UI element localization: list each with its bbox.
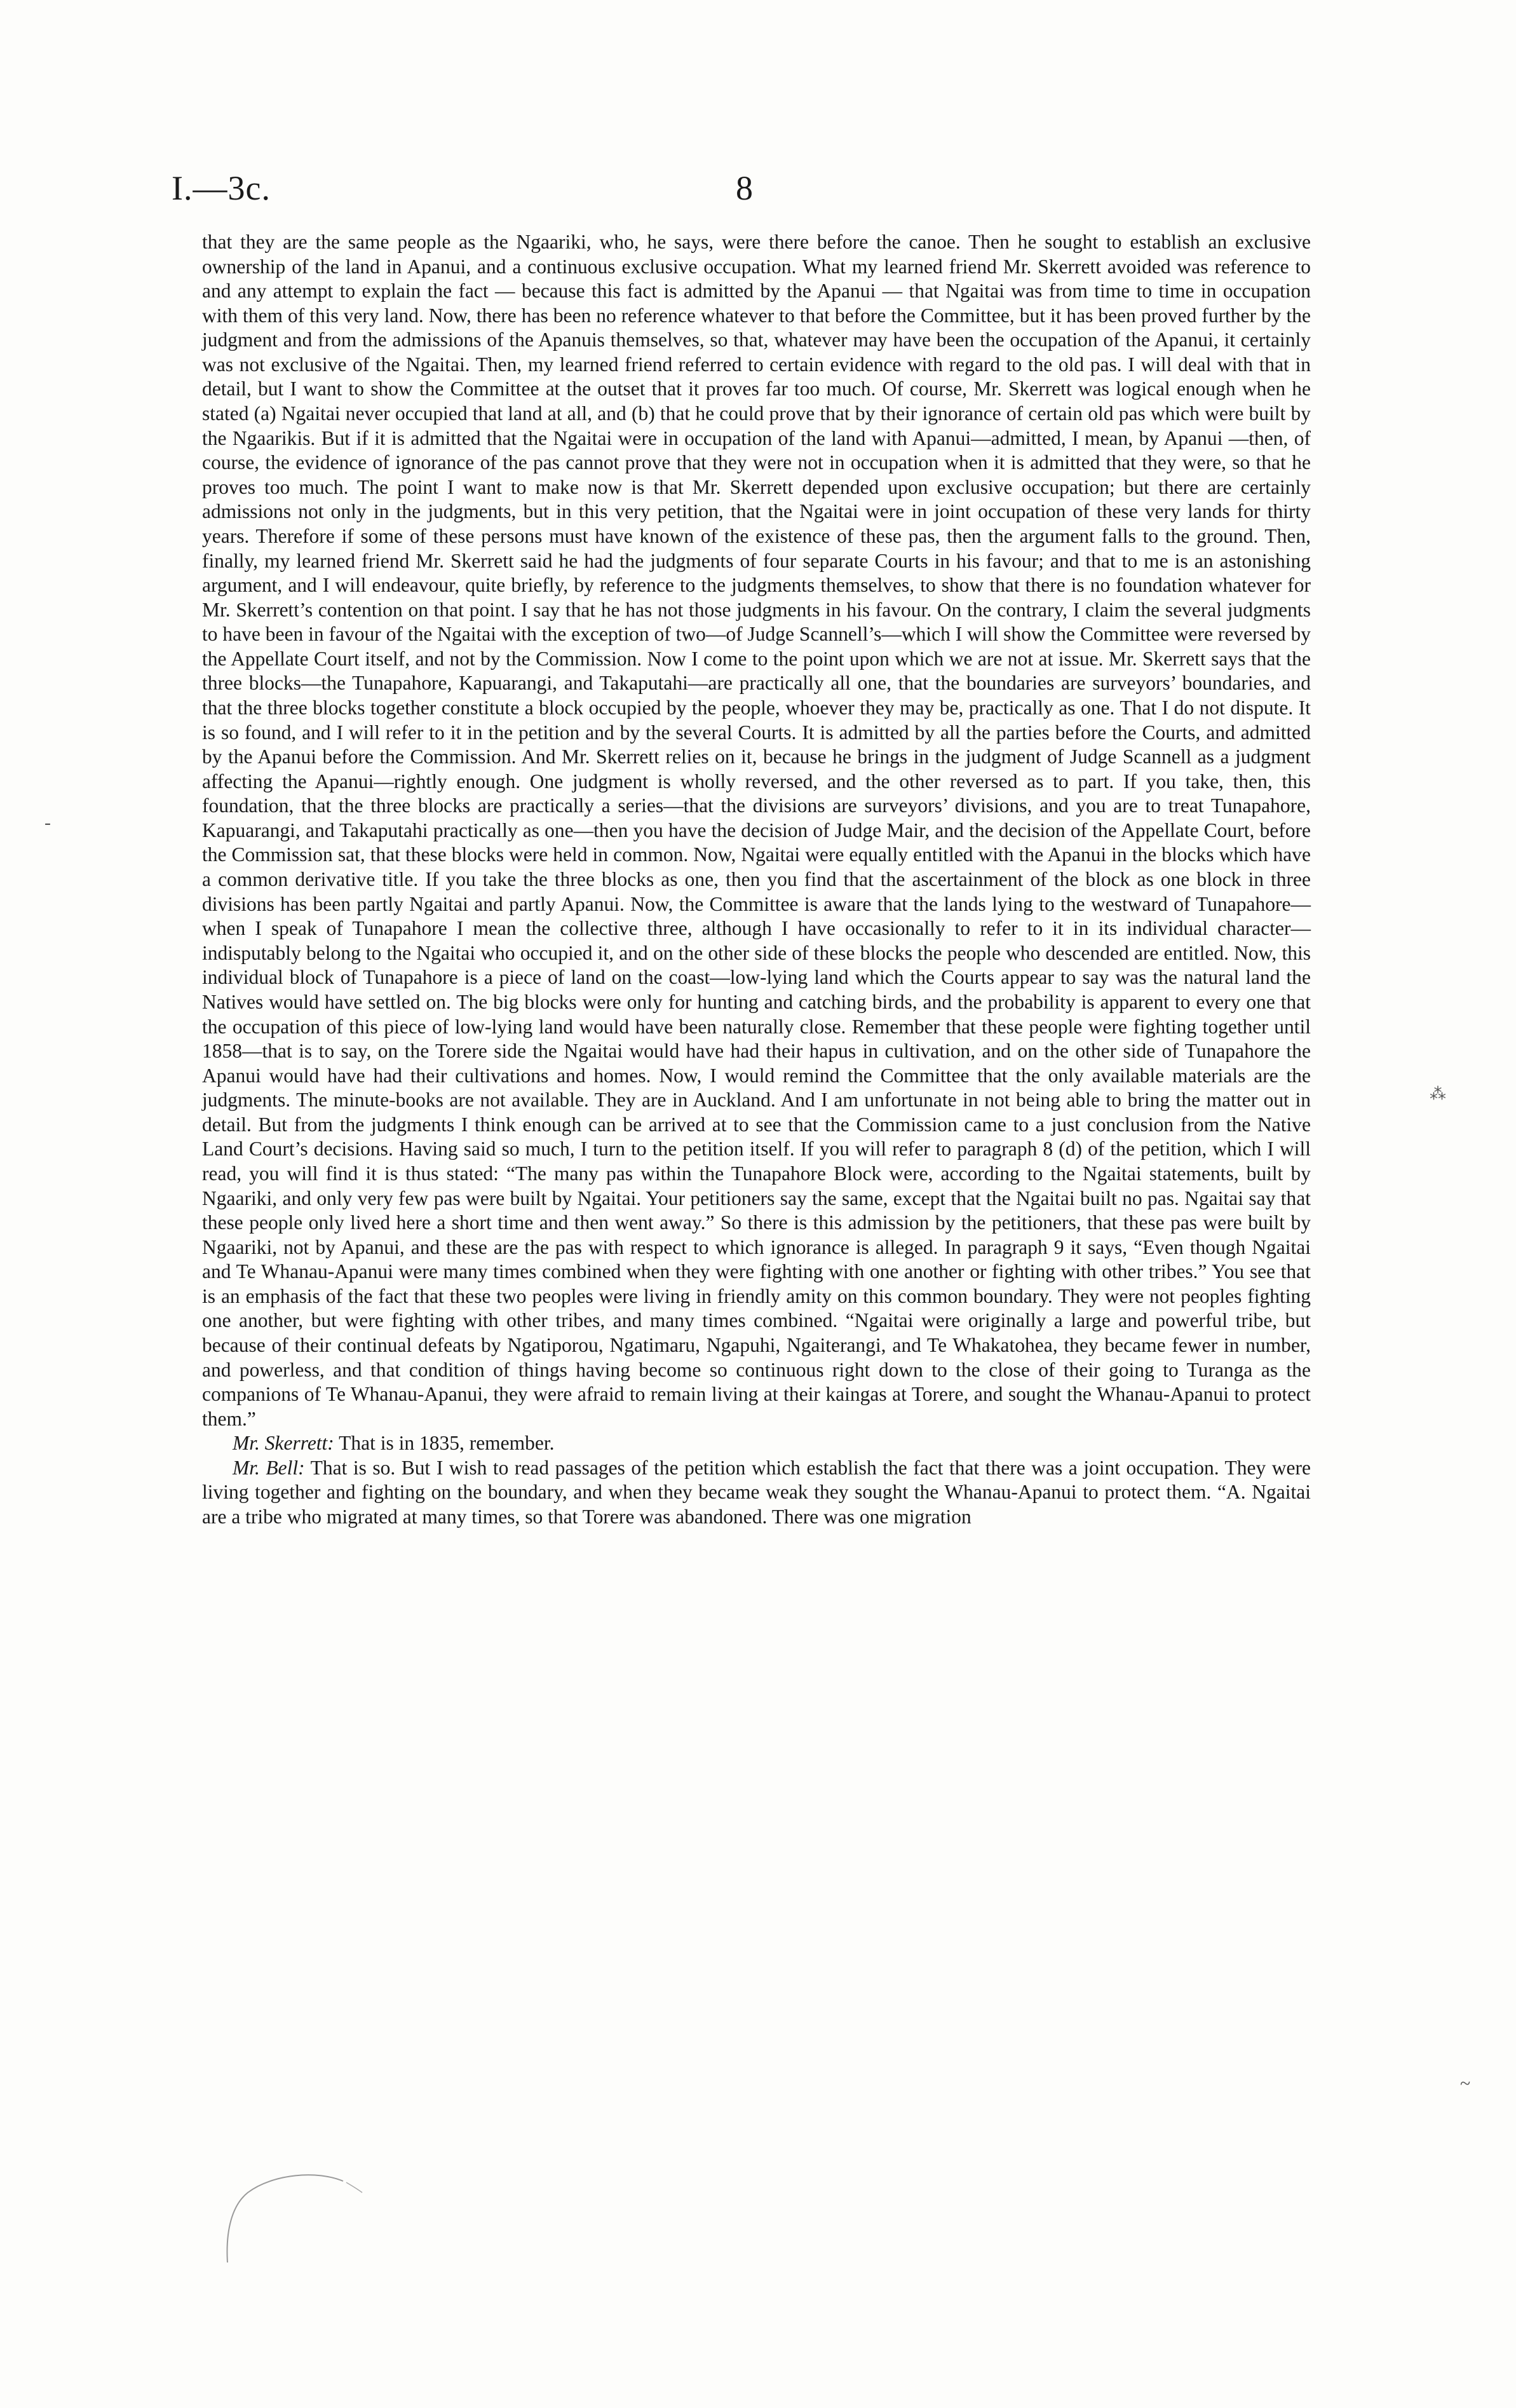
paragraph-main-text: that they are the same people as the Ngaariki, who, he says, were there before the canoe. Then he sought to establish an exclusive ownership of the land in Apanui, and a continuous exclusive occupation. What my learned friend Mr. Skerrett avoided was reference to and any attempt to explain the fact — because this fact is admitted by the Apanui — that Ngaitai was from time to time in occupation with them of this very land. Now, there has been no reference whatever to that before the Committee, but it has been proved further by the judgment and from the admissions of the Apanuis themselves, so that, whatever may have been the occupation of the Apanui, it certainly was not exclusive of the Ngaitai. Then, my learned friend referred to certain evidence with regard to the old pas. I will deal with that in detail, but I want to show the Committee at the outset that it proves far too much. Of course, Mr. Skerrett was logical enough when he stated (a) Ngaitai never occupied that land at all, and (b) that he could prove that by their ignorance of certain old pas which were built by the Ngaarikis. But if it is admitted that the Ngaitai were in occupation of the land with Apanui—admitted, I mean, by Apanui —then, of course, the evidence of ignorance of the pas cannot prove that they were not in occupation when it is admitted that they were, so that he proves too much. The point I want to make now is that Mr. Skerrett depended upon exclusive occupation; but there are certainly admissions not only in the judgments, but in this very petition, that the Ngaitai were in joint occupation of these very lands for thirty years. Therefore if some of these persons must have known of the existence of these pas, then the argument falls to the ground. Then, finally, my learned friend Mr. Skerrett said he had the judgments of four separate Courts in his favour; and that to me is an astonishing argument, and I will endeavour, quite briefly, by reference to the judgments themselves, to show that there is no foundation whatever for Mr. Skerrett’s contention on that point. I say that he has not those judgments in his favour. On the contrary, I claim the several judgments to have been in favour of the Ngaitai with the exception of two—of Judge Scannell’s—which I will show the Committee were reversed by the Appellate Court itself, and not by the Commission. Now I come to the point upon which we are not at issue. Mr. Skerrett says that the three blocks—the Tunapahore, Kapuarangi, and Takaputahi—are practically all one, that the boundaries are surveyors’ boundaries, and that the three blocks together constitute a block occupied by the people, whoever they may be, practically as one. That I do not dispute. It is so found, and I will refer to it in the petition and by the several Courts. It is admitted by all the parties before the Courts, and admitted by the Apanui before the Commission. And Mr. Skerrett relies on it, because he brings in the judgment of Judge Scannell as a judgment affecting the Apanui—rightly enough. One judgment is wholly reversed, and the other reversed as to part. If you take, then, this foundation, that the three blocks are practically a series—that the divisions are surveyors’ divisions, and you are to treat Tunapahore, Kapuarangi, and Takaputahi practically as one—then you have the decision of Judge Mair, and the decision of the Appellate Court, before the Commission sat, that these blocks were held in common. Now, Ngaitai were equally entitled with the Apanui in the blocks which have a common derivative title. If you take the three blocks as one, then you find that the ascertainment of the block as one block in three divisions has been partly Ngaitai and partly Apanui. Now, the Committee is aware that the lands lying to the westward of Tunapahore—when I speak of Tunapahore I mean the collective three, although I have occasionally to refer to it in its individual character—indisputably belong to the Ngaitai who occupied it, and on the other side of these blocks the people who descended are entitled. Now, this individual block of Tunapahore is a piece of land on the coast—low-lying land which the Courts appear to say was the natural land the Natives would have settled on. The big blocks were only for hunting and catching birds, and the probability is apparent to every one that the occupation of this piece of low-lying land would have been naturally close. Remember that these people were fighting together until 1858—that is to say, on the Torere side the Ngaitai would have had their hapus in cultivation, and on the other side of Tunapahore the Apanui would have had their cultivations and homes. Now, I would remind the Committee that the only available materials are the judgments. The minute-books are not available. They are in Auckland. And I am unfortunate in not being able to bring the matter out in detail. But from the judgments I think enough can be arrived at to see that the Commission came to a just conclusion from the Native Land Court’s decisions. Having said so much, I turn to the petition itself. If you will refer to paragraph 8 (d) of the petition, which I will read, you will find it is thus stated: “The many pas within the Tunapahore Block were, according to the Ngaitai statements, built by Ngaariki, and only very few pas were built by Ngaitai. Your petitioners say the same, except that the Ngaitai built no pas. Ngaitai say that these people only lived here a short time and then went away.” So there is this admission by the petitioners, that these pas were built by Ngaariki, not by Apanui, and these are the pas with respect to which ignorance is alleged. In paragraph 9 it says, “Even though Ngaitai and Te Whanau-Apanui were many times combined when they were fighting with one another or fighting with other tribes.” You see that is an emphasis of the fact that these two peoples were living in friendly amity on this common boundary. They were not peoples fighting one another, but were fighting with other tribes, and many times combined. “Ngaitai were originally a large and powerful tribe, but because of their continual defeats by Ngatiporou, Ngatimaru, Ngapuhi, Ngaiterangi, and Te Whakatohea, they became fewer in number, and powerless, and that condition of things having become so continuous right down to the close of their going to Turanga as the companions of Te Whanau-Apanui, they were afraid to remain living at their kaingas at Torere, and sought the Whanau-Apanui to protect them.”	[202, 231, 1311, 1430]
speaker-bell: Mr. Bell:	[233, 1456, 305, 1479]
margin-mark-left: -	[44, 812, 51, 833]
page-number: 8	[736, 169, 753, 207]
paragraph-bell	[202, 1456, 1311, 1530]
body-text	[202, 230, 1311, 1530]
pencil-scribble	[216, 2167, 369, 2275]
paragraph-skerrett	[202, 1431, 1311, 1456]
paragraph-skerrett-text: That is in 1835, remember.	[334, 1432, 555, 1455]
margin-mark-right-lower: ~	[1460, 2073, 1471, 2094]
document-reference: I.—3c.	[172, 169, 271, 207]
speaker-skerrett: Mr. Skerrett:	[233, 1432, 334, 1455]
margin-mark-right: ⁂	[1430, 1085, 1446, 1103]
paragraph-bell-text: That is so. But I wish to read passages of the petition which establish the fact that there was a joint occupation. They were living together and fighting on the boundary, and when they became weak they sought the Whanau-Apanui to protect them. “A. Ngaitai are a tribe who migrated at many times, so that Torere was abandoned. There was one migration	[202, 1456, 1311, 1528]
paragraph-main	[202, 230, 1311, 1431]
page-header	[172, 168, 1391, 213]
